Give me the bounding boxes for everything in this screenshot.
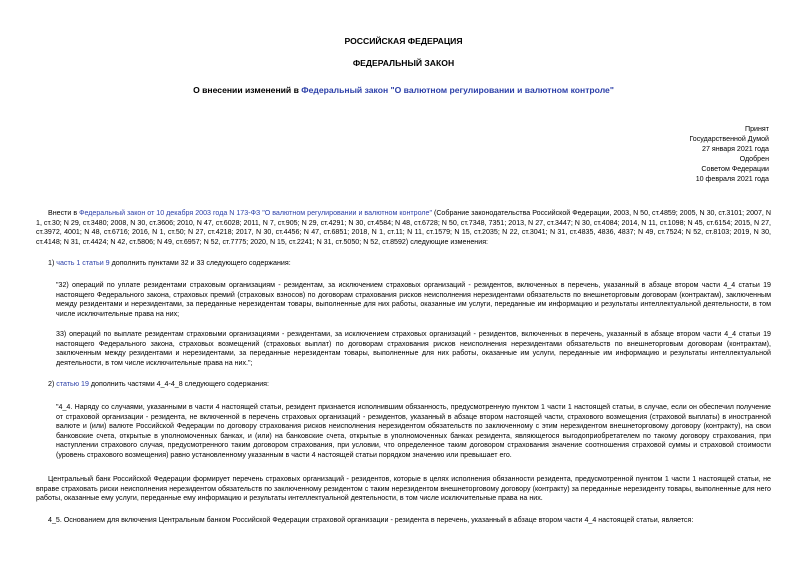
- duma-date: 27 января 2021 года: [702, 144, 769, 153]
- item-2-num: 2): [48, 380, 57, 388]
- law-title-prefix: О внесении изменений в: [193, 85, 302, 95]
- law-title-link[interactable]: Федеральный закон "О валютном регулировании и валютном контроле": [301, 85, 614, 95]
- central-bank-paragraph: Центральный банк Российской Федерации формирует перечень страховых организаций - резидентов, которые в целях исполнения обязанности резидента, предусмотренной пунктом 1 части 1 настоящей статьи, не вправе страховать риски неисполнения нерезидентом обязательств по заключенному резидентом с таким нерезидентом внешнеторговому договору (контракту) за переданные нерезиденту товары, выполненные для него работы, оказанные ему услуги, переданные ему информацию и результаты интеллектуальной деятельности, в том числе исключительные права на них.: [36, 475, 771, 502]
- acceptance-block: [689, 125, 769, 184]
- item-1-rest: дополнить пунктами 32 и 33 следующего содержания:: [109, 259, 291, 267]
- item-2-rest: дополнить частями 4_4-4_8 следующего содержания:: [88, 380, 269, 388]
- quote-33-paragraph: 33) операций по выплате резидентам страховыми организациями - резидентами, за исключением страховых организаций - резидентов, включенных в перечень, указанный в абзаце втором части 4_4 статьи 19 настоящего Федерального закона, страховых возмещений (страховых выплат) по договорам страхования рисков неисполнения нерезидентами обязательств по внешнеторговым договорам (контрактам), заключенным между резидентами и нерезидентами, за переданные нерезидентам товары, выполненные для них работы, оказанные им услуги, переданные им информацию и результаты интеллектуальной деятельности, в том числе исключительные права на них.";: [56, 330, 771, 367]
- item-1-num: 1): [48, 259, 57, 267]
- item-1-paragraph: [36, 259, 771, 269]
- council-date: 10 февраля 2021 года: [695, 174, 769, 183]
- intro-rest: (Собрание законодательства Российской Федерации, 2003, N 50, ст.4859; 2005, N 30, ст.3101; 2007, N 1, ст.30; N 29, ст.3480; 2008, N 30, ст.3606; 2010, N 47, ст.6028; 2011, N 7, ст.905; N 29, ст.4291; N 30, ст.4584; N 48, ст.6728; N 50, ст.7348, 7351; 2013, N 27, ст.3447; N 30, ст.4084; 2014, N 11, ст.1098; N 45, ст.6154; 2015, N 27, ст.3972, 4001; N 48, ст.6716; 2016, N 1, ст.50; N 27, ст.4218; 2017, N 30, ст.4456; N 47, ст.6851; 2018, N 1, ст.11; N 11, ст.1579; N 15, ст.2035; N 22, ст.3041; N 31, ст.4835, 4836, 4837; N 49, ст.7524; N 52, ст.8103; 2019, N 30, ст.4148; N 31, ст.4424; N 42, ст.5806; N 49, ст.6957; N 52, ст.7775; 2020, N 15, ст.2241; N 31, ст.5050; N 52, ст.8592) следующие изменения:: [36, 209, 771, 246]
- intro-paragraph: [36, 209, 771, 247]
- intro-law-link[interactable]: Федеральный закон от 10 декабря 2003 года N 173-ФЗ "О валютном регулировании и валютном контроле": [79, 209, 432, 217]
- approved-label: Одобрен: [739, 154, 769, 163]
- duma-label: Государственной Думой: [689, 134, 769, 143]
- law-type-heading: ФЕДЕРАЛЬНЫЙ ЗАКОН: [352, 58, 455, 68]
- item-2-link[interactable]: статью 19: [56, 380, 89, 388]
- quote-32-paragraph: "32) операций по уплате резидентами страховым организациям - резидентам, за исключением страховых организаций - резидентов, включенных в перечень, указанный в абзаце втором части 4_4 статьи 19 настоящего Федерального закона, страховых премий (страховых взносов) по договорам страхования рисков неисполнения нерезидентами обязательств по внешнеторговым договорам (контрактам), заключенным между резидентами и нерезидентами, за переданные нерезидентам товары, выполненные для них работы, оказанные им услуги, переданные им информацию и результаты интеллектуальной деятельности, в том числе исключительные права на них;: [56, 281, 771, 318]
- paragraph-4-5: 4_5. Основанием для включения Центральным банком Российской Федерации страховой организации - резидента в перечень, указанный в абзаце втором части 4_4 настоящей статьи, является:: [48, 516, 694, 524]
- item-1-link[interactable]: часть 1 статьи 9: [56, 259, 110, 267]
- federation-heading: РОССИЙСКАЯ ФЕДЕРАЦИЯ: [344, 36, 463, 46]
- accepted-label: Принят: [744, 125, 769, 133]
- intro-lead: Внести в: [48, 209, 80, 217]
- law-title: [0, 85, 807, 96]
- quote-4-4-paragraph: "4_4. Наряду со случаями, указанными в части 4 настоящей статьи, резидент признается исполнившим обязанность, предусмотренную пунктом 1 части 1 настоящей статьи, в случае, если он обеспечил получение от страховой организации - резидента, не включенной в перечень страховых организаций - резидентов, указанный в абзаце втором настоящей части, страхового возмещения (страховой выплаты) в иностранной валюте и (или) валюте Российской Федерации по договору страхования рисков неисполнения нерезидентом обязательств по заключенному с этим нерезидентом внешнеторговому договору (контракту), на свои банковские счета, открытые в уполномоченных банках, и (или) на банковские счета, открытые в уполномоченных банках резидента, являющегося выгодоприобретателем по такому договору страхования, при наступлении страхового случая, предусмотренного таким договором страхования, при условии, что определенное таким договором страхования значение соотношения страховой суммы и страховой стоимости (уровень страхового возмещения) равно установленному указанным в части 4 настоящей статьи порядком значению или превышает его.: [56, 403, 771, 459]
- item-2-paragraph: [36, 380, 771, 390]
- council-label: Советом Федерации: [701, 164, 769, 173]
